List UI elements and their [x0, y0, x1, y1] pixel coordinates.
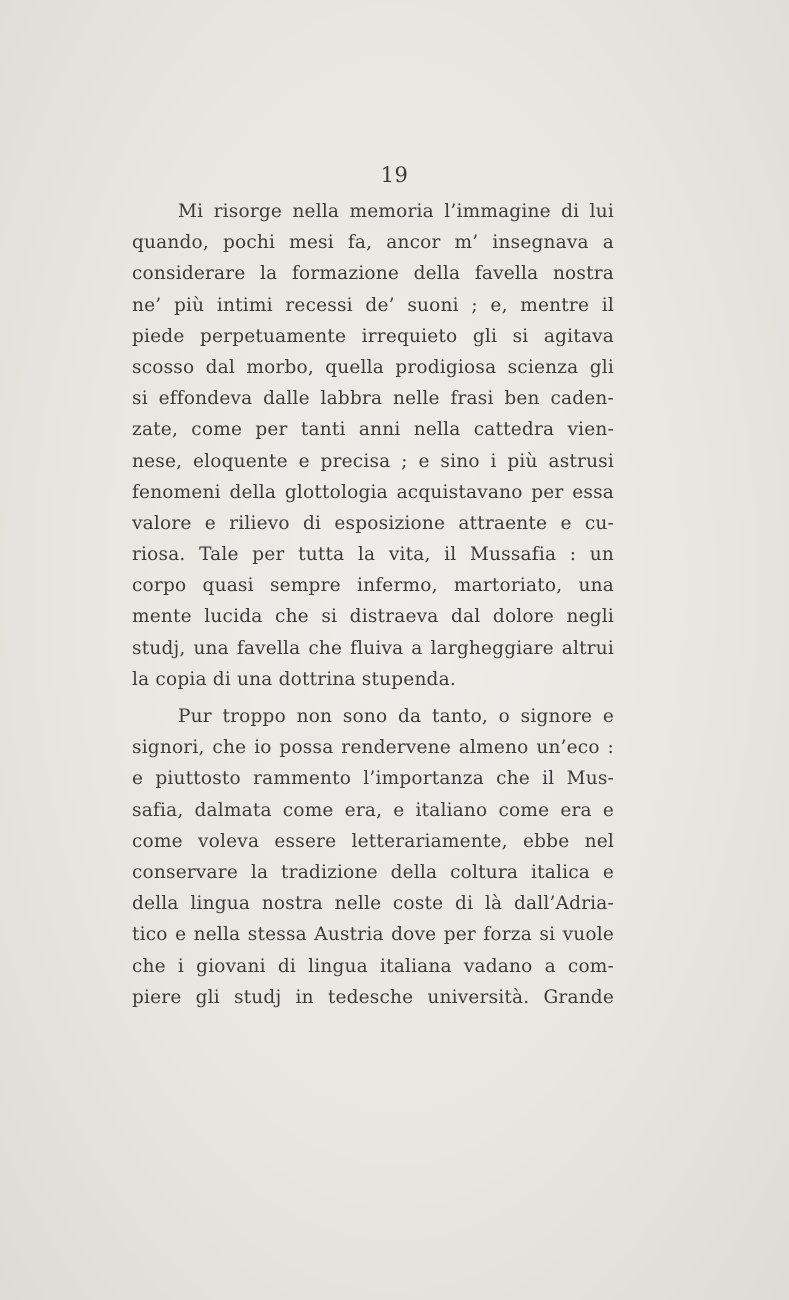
body-text — [132, 196, 614, 1013]
text-line: piere gli studj in tedesche università. Grande — [132, 986, 614, 1008]
text-line: che i giovani di lingua italiana vadano a com- — [132, 955, 614, 977]
paragraph-1 — [132, 196, 614, 695]
text-line: come voleva essere letterariamente, ebbe nel — [132, 830, 614, 852]
text-line: nese, eloquente e precisa ; e sino i più astrusi — [132, 450, 614, 472]
text-line: Pur troppo non sono da tanto, o signore e — [178, 706, 614, 727]
text-line: riosa. Tale per tutta la vita, il Mussafia : un — [132, 544, 614, 566]
text-line: studj, una favella che fluiva a largheggiare altrui — [132, 637, 614, 659]
text-line: tico e nella stessa Austria dove per forza si vuole — [132, 924, 614, 946]
text-line: fenomeni della glottologia acquistavano per essa — [132, 481, 614, 503]
text-line: la copia di una dottrina stupenda. — [132, 668, 456, 690]
text-line: considerare la formazione della favella nostra — [132, 263, 614, 285]
text-line: e piuttosto rammento l’importanza che il Mus- — [132, 768, 614, 790]
text-line: conservare la tradizione della coltura italica e — [132, 861, 614, 883]
text-line: safia, dalmata come era, e italiano come era e — [132, 799, 614, 821]
text-line: mente lucida che si distraeva dal dolore negli — [132, 606, 614, 628]
text-line: scosso dal morbo, quella prodigiosa scienza gli — [132, 356, 614, 378]
text-line: ne’ più intimi recessi de’ suoni ; e, mentre il — [132, 294, 614, 316]
text-line: signori, che io possa rendervene almeno un’eco : — [132, 737, 614, 759]
text-line: corpo quasi sempre infermo, martoriato, una — [132, 575, 614, 597]
text-line: piede perpetuamente irrequieto gli si agitava — [132, 325, 614, 347]
text-line: valore e rilievo di esposizione attraente e cu- — [132, 512, 614, 534]
text-line: della lingua nostra nelle coste di là dall’Adria- — [132, 893, 614, 915]
page-number: 19 — [380, 163, 409, 187]
text-line: si effondeva dalle labbra nelle frasi ben caden- — [132, 388, 614, 410]
text-line: Mi risorge nella memoria l’immagine di lui — [178, 201, 614, 222]
text-line: quando, pochi mesi fa, ancor m’ insegnava a — [132, 232, 614, 254]
paragraph-2 — [132, 701, 614, 1013]
text-line: zate, come per tanti anni nella cattedra vien- — [132, 419, 614, 441]
